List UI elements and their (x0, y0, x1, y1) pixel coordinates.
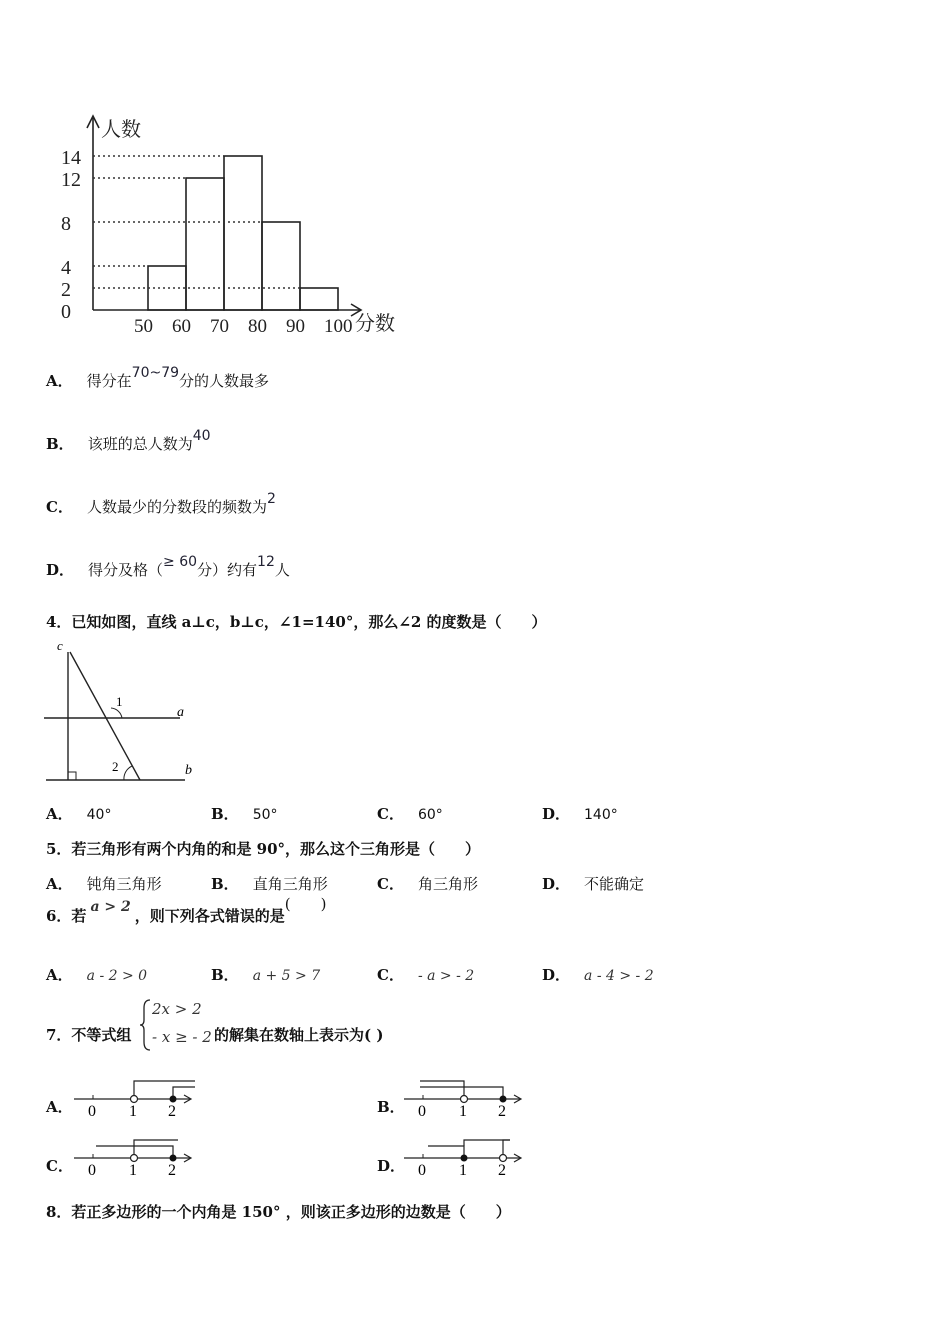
option-label: A． (46, 372, 73, 390)
q5-option-d[interactable]: D． 不能确定 (542, 875, 645, 893)
q4-option-b[interactable]: B． 50° (211, 805, 278, 823)
q7-stem-post: 的解集在数轴上表示为( ) (214, 1026, 384, 1044)
q7-stem-pre: 7．不等式组 (46, 1026, 132, 1044)
q4-figure (40, 638, 210, 788)
q7-numberline-d[interactable] (400, 1134, 530, 1179)
y-axis-label: 人数 (101, 119, 141, 141)
svg-text:0: 0 (88, 1162, 96, 1179)
x-axis-label: 分数 (355, 313, 395, 335)
q7-option-c-label[interactable]: C． (46, 1157, 73, 1175)
svg-text:1: 1 (129, 1162, 137, 1179)
label-a: a (177, 705, 184, 720)
q4-option-c[interactable]: C． 60° (377, 805, 443, 823)
q7-option-d-label[interactable]: D． (377, 1157, 406, 1175)
bar-90-100 (300, 288, 338, 310)
svg-text:0: 0 (418, 1162, 426, 1179)
y-tick-0: 0 (61, 301, 71, 323)
q6-condition: a > 2 (90, 899, 131, 915)
svg-text:0: 0 (88, 1103, 96, 1120)
x-tick-80: 80 (248, 316, 267, 337)
y-tick-2: 2 (61, 279, 71, 301)
y-tick-8: 8 (61, 213, 71, 235)
q3-option-c[interactable]: C． 人数最少的分数段的频数为2 (46, 491, 276, 516)
q7-numberline-c[interactable] (70, 1134, 200, 1179)
bar-60-70 (186, 178, 224, 310)
q7-option-a-label[interactable]: A． (46, 1098, 73, 1116)
q7-brace (138, 998, 152, 1052)
right-angle-mark (68, 772, 76, 780)
q7-system-line2: - x ≥ - 2 (152, 1028, 212, 1046)
svg-text:2: 2 (168, 1103, 176, 1120)
q6-option-a[interactable]: A． a - 2 > 0 (46, 966, 148, 984)
q5-option-a[interactable]: A． 钝角三角形 (46, 875, 162, 893)
transversal (70, 652, 140, 780)
x-tick-90: 90 (286, 316, 305, 337)
q6-stem: 6．若 a > 2 ，则下列各式错误的是( ) (46, 895, 327, 925)
svg-text:2: 2 (498, 1103, 506, 1120)
q8-stem: 8．若正多边形的一个内角是 150° ，则该正多边形的边数是（ ） (46, 1203, 511, 1221)
q4-option-a[interactable]: A． 40° (46, 805, 112, 823)
x-tick-100: 100 (324, 316, 353, 337)
angle1-label: 1 (116, 694, 123, 709)
q6-option-b[interactable]: B． a + 5 > 7 (211, 966, 321, 984)
q7-option-b-label[interactable]: B． (377, 1098, 405, 1116)
y-tick-12: 12 (61, 169, 81, 191)
label-c: c (57, 638, 63, 653)
q7-system-line1: 2x > 2 (152, 1000, 202, 1018)
q5-option-c[interactable]: C． 角三角形 (377, 875, 478, 893)
angle1-arc (111, 708, 122, 718)
x-tick-60: 60 (172, 316, 191, 337)
x-tick-70: 70 (210, 316, 229, 337)
q7-numberline-a[interactable] (70, 1075, 200, 1120)
q4-stem: 4．已知如图，直线 a⊥c，b⊥c，∠1=140°，那么∠2 的度数是（ ） (46, 613, 547, 631)
q5-option-b[interactable]: B． 直角三角形 (211, 875, 328, 893)
y-tick-14: 14 (61, 147, 81, 169)
q6-option-d[interactable]: D． a - 4 > - 2 (542, 966, 654, 984)
q7-numberline-b[interactable] (400, 1075, 530, 1120)
q5-stem: 5．若三角形有两个内角的和是 90°，那么这个三角形是（ ） (46, 840, 481, 858)
bar-70-80 (224, 156, 262, 310)
histogram-chart (55, 110, 405, 340)
q3-option-d[interactable]: D． 得分及格（≥ 60分）约有12人 (46, 554, 290, 579)
svg-text:2: 2 (498, 1162, 506, 1179)
svg-text:1: 1 (459, 1103, 467, 1120)
label-b: b (185, 763, 192, 778)
y-tick-4: 4 (61, 257, 71, 279)
svg-text:1: 1 (129, 1103, 137, 1120)
svg-text:0: 0 (418, 1103, 426, 1120)
angle2-arc (124, 766, 132, 780)
q3-option-a[interactable]: A． 得分在70~79分的人数最多 (46, 365, 270, 390)
svg-text:2: 2 (168, 1162, 176, 1179)
x-tick-50: 50 (134, 316, 153, 337)
bar-80-90 (262, 222, 300, 310)
svg-text:1: 1 (459, 1162, 467, 1179)
q4-option-d[interactable]: D． 140° (542, 805, 618, 823)
q6-option-c[interactable]: C． - a > - 2 (377, 966, 475, 984)
q3-option-b[interactable]: B． 该班的总人数为40 (46, 428, 211, 453)
angle2-label: 2 (112, 759, 119, 774)
